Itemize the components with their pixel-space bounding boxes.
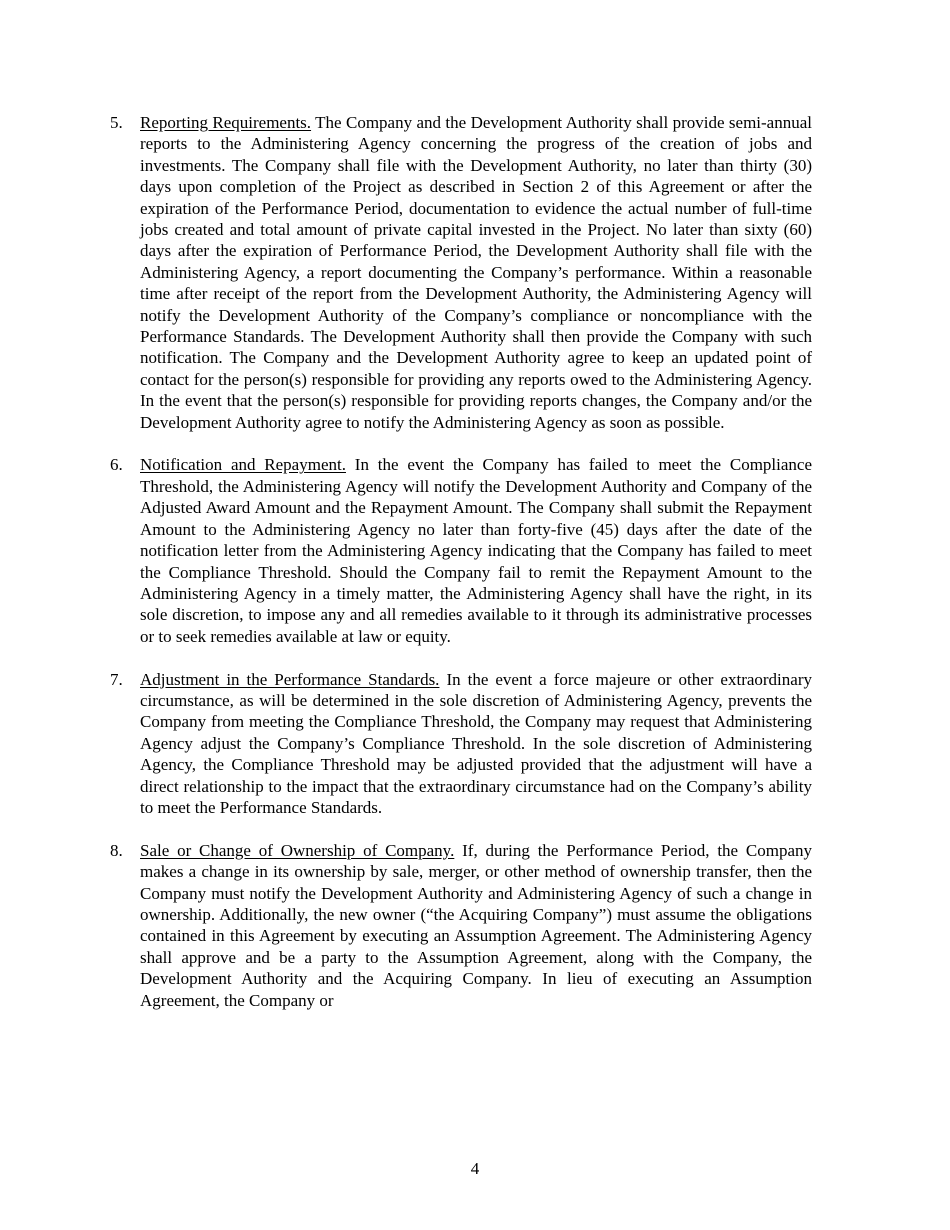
section-notification-and-repayment	[110, 454, 812, 647]
section-body: The Company and the Development Authority shall provide semi-annual reports to the Administering Agency concerning the progress of the creation of jobs and investments. The Company shall file with the Development Authority, no later than thirty (30) days upon completion of the Project as described in Section 2 of this Agreement or after the expiration of the Performance Period, documentation to evidence the actual number of full-time jobs created and total amount of private capital invested in the Project. No later than sixty (60) days after the expiration of Performance Period, the Development Authority shall file with the Administering Agency, a report documenting the Company’s performance. Within a reasonable time after receipt of the report from the Development Authority, the Administering Agency will notify the Development Authority of the Company’s compliance or noncompliance with the Performance Standards. The Development Authority shall then provide the Company with such notification. The Company and the Development Authority agree to keep an updated point of contact for the person(s) responsible for providing any reports owed to the Administering Agency. In the event that the person(s) responsible for providing reports changes, the Company and/or the Development Authority agree to notify the Administering Agency as soon as possible.	[140, 113, 812, 432]
section-heading: Adjustment in the Performance Standards.	[140, 669, 440, 689]
section-heading: Notification and Repayment.	[140, 455, 346, 475]
section-adjustment-performance-standards	[110, 669, 812, 819]
section-number: 8.	[110, 840, 123, 860]
section-body: In the event a force majeure or other extraordinary circumstance, as will be determined in the sole discretion of Administering Agency, prevents the Company from meeting the Compliance Threshold, the Company may request that Administering Agency adjust the Company’s Compliance Threshold. In the sole discretion of Administering Agency, the Compliance Threshold may be adjusted provided that the adjustment will have a direct relationship to the impact that the extraordinary circumstance had on the Company’s ability to meet the Performance Standards.	[140, 669, 812, 817]
section-heading: Reporting Requirements.	[140, 113, 312, 132]
section-number: 7.	[110, 669, 123, 689]
section-sale-or-change-of-ownership	[110, 840, 812, 1011]
section-reporting-requirements	[110, 112, 812, 433]
sections-list	[110, 112, 812, 1032]
section-number: 6.	[110, 455, 123, 475]
section-body: In the event the Company has failed to meet the Compliance Threshold, the Administering Agency will notify the Development Authority and Company of the Adjusted Award Amount and the Repayment Amount. The Company shall submit the Repayment Amount to the Administering Agency no later than forty-five (45) days after the date of the notification letter from the Administering Agency indicating that the Company has failed to meet the Compliance Threshold. Should the Company fail to remit the Repayment Amount to the Administering Agency in a timely matter, the Administering Agency shall have the right, in its sole discretion, to impose any and all remedies available to it through its administrative processes or to seek remedies available at law or equity.	[140, 455, 813, 646]
section-heading: Sale or Change of Ownership of Company.	[140, 840, 455, 860]
section-number: 5.	[110, 113, 123, 132]
section-body: If, during the Performance Period, the Company makes a change in its ownership by sale, merger, or other method of ownership transfer, then the Company must notify the Development Authority and Administering Agency of such a change in ownership. Additionally, the new owner (“the Acquiring Company”) must assume the obligations contained in this Agreement by executing an Assumption Agreement. The Administering Agency shall approve and be a party to the Assumption Agreement, along with the Company, the Development Authority and the Acquiring Company. In lieu of executing an Assumption Agreement, the Company or	[140, 840, 813, 1010]
page-number: 4	[470, 1159, 480, 1178]
